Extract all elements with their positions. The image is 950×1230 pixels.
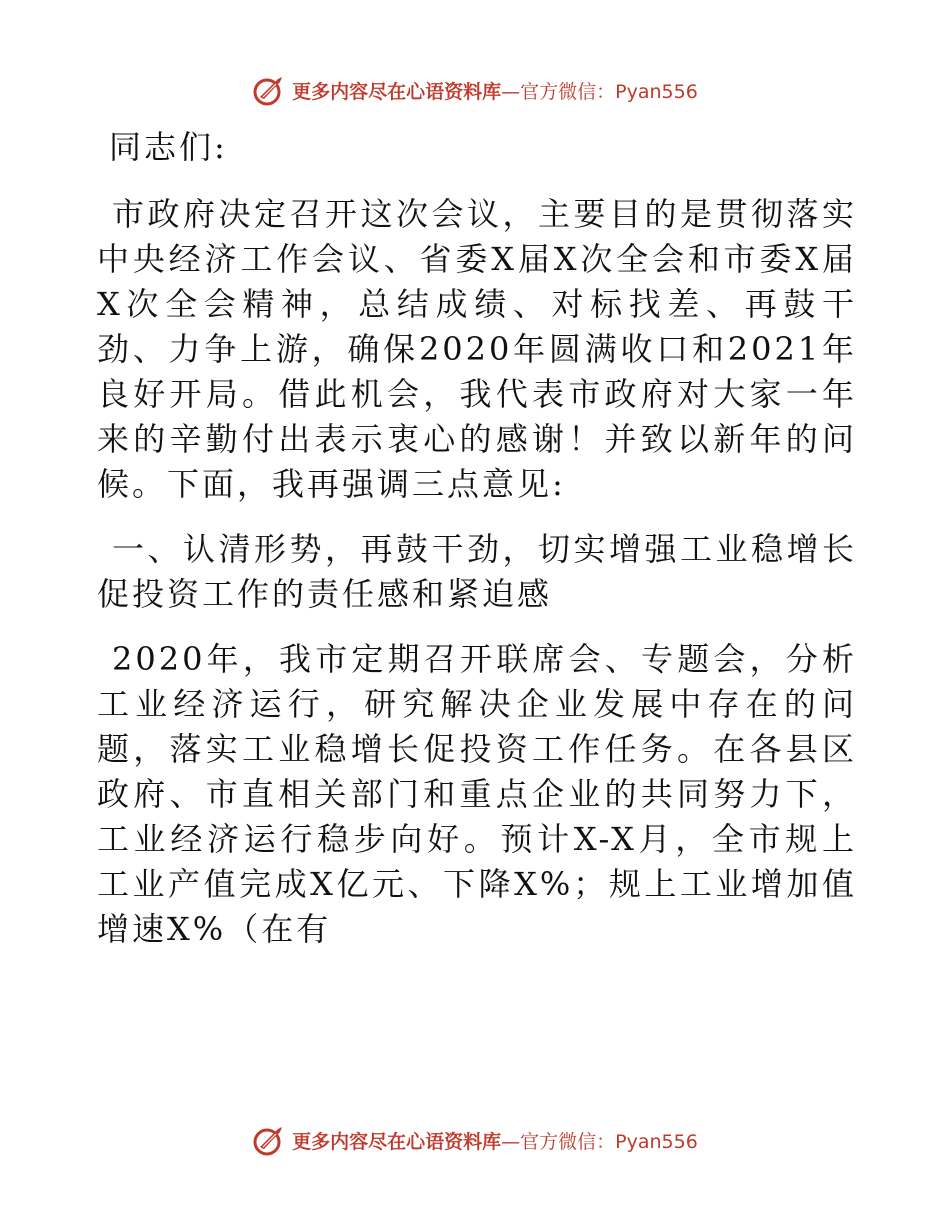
watermark-brand: 更多内容尽在心语资料库 [292, 80, 502, 103]
watermark-contact: 官方微信：Pyan556 [520, 1130, 698, 1153]
watermark-separator: — [501, 80, 521, 103]
paragraph-2020-review: 2020年，我市定期召开联席会、专题会，分析工业经济运行，研究解决企业发展中存在的问题，落实工业稳增长促投资工作任务。在各县区政府、市直相关部门和重点企业的共同努力下，工业经济运行稳步向好。预计X-X月，全市规上工业产值完成X亿元、下降X%；规上工业增加值增速X%（在有 [97, 640, 857, 948]
watermark-header [0, 70, 950, 110]
paragraph-intro: 市政府决定召开这次会议，主要目的是贯彻落实中央经济工作会议、省委X届X次全会和市委X届X次全会精神，总结成绩、对标找差、再鼓干劲、力争上游，确保2020年圆满收口和2021年良好开局。借此机会，我代表市政府对大家一年来的辛勤付出表示衷心的感谢！并致以新年的问候。下面，我再强调三点意见: [97, 195, 857, 503]
watermark-footer [0, 1120, 950, 1160]
salutation: 同志们: [109, 128, 228, 166]
watermark-brand: 更多内容尽在心语资料库 [292, 1130, 502, 1153]
watermark-separator: — [501, 1130, 521, 1153]
feather-pen-logo-icon [252, 73, 286, 107]
feather-pen-logo-icon [252, 1123, 286, 1157]
section-heading-1: 一、认清形势，再鼓干劲，切实增强工业稳增长促投资工作的责任感和紧迫感 [97, 530, 857, 613]
watermark-contact: 官方微信：Pyan556 [520, 80, 698, 103]
document-body [97, 125, 857, 972]
